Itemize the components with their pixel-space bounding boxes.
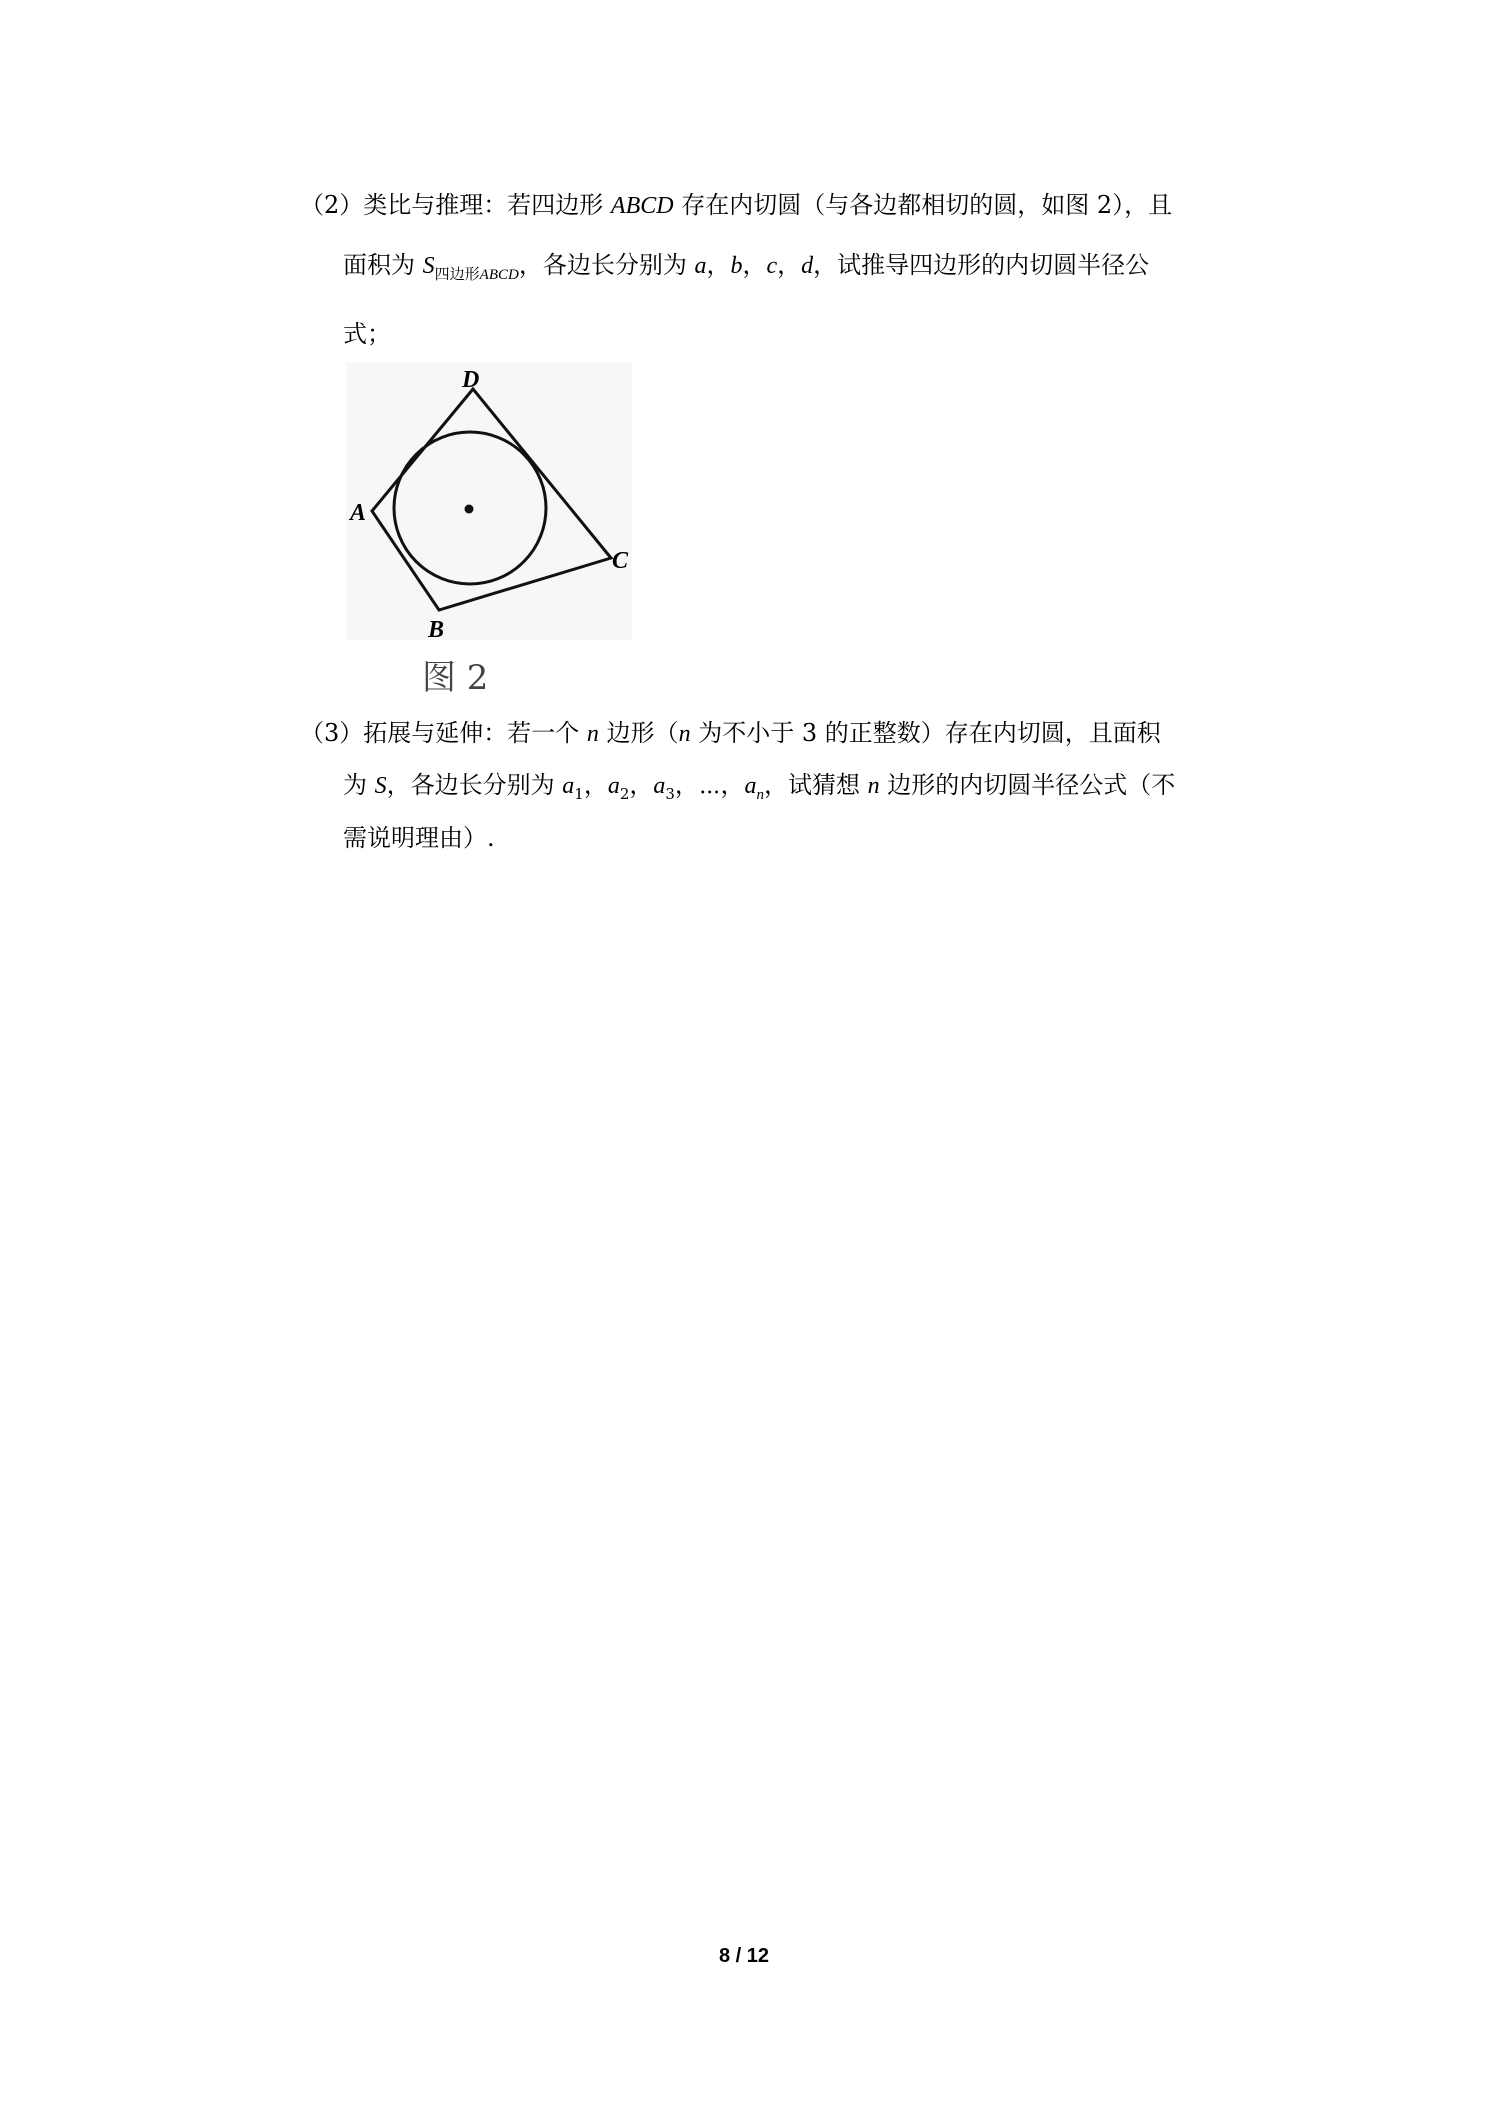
vertex-label-a: A xyxy=(350,500,367,526)
part3-number: （3） xyxy=(300,719,364,747)
part2-line3: 式； xyxy=(343,320,391,348)
part3-line1: （3）拓展与延伸：若一个 n 边形（n 为不小于 3 的正整数）存在内切圆，且面积 xyxy=(300,719,1161,747)
page-number: 8 / 12 xyxy=(718,1945,770,1967)
figure-caption: 图 2 xyxy=(422,658,489,698)
part2-number: （2） xyxy=(300,191,364,219)
vertex-label-b: B xyxy=(428,617,445,640)
figure-background xyxy=(346,362,632,640)
part2-line1: （2）类比与推理：若四边形 ABCD 存在内切圆（与各边都相切的圆，如图 2），且 xyxy=(300,191,1173,219)
vertex-label-d: D xyxy=(462,367,480,393)
part2-line2: 面积为 $S_{四边形ABCD}$，各边长分别为 a，b，c，d，试推导四边形的内切圆半径公 xyxy=(343,251,1150,283)
incircle-center-dot xyxy=(465,505,474,514)
part3-line3: 需说明理由）. xyxy=(343,824,495,852)
vertex-label-c: C xyxy=(612,548,629,574)
part3-line2: 为 S，各边长分别为 $a_1$，$a_2$，$a_3$，⋯，$a_n$，试猜想 n 边形的内切圆半径公式（不 xyxy=(343,771,1176,803)
incircle-quadrilateral-figure xyxy=(346,362,632,640)
